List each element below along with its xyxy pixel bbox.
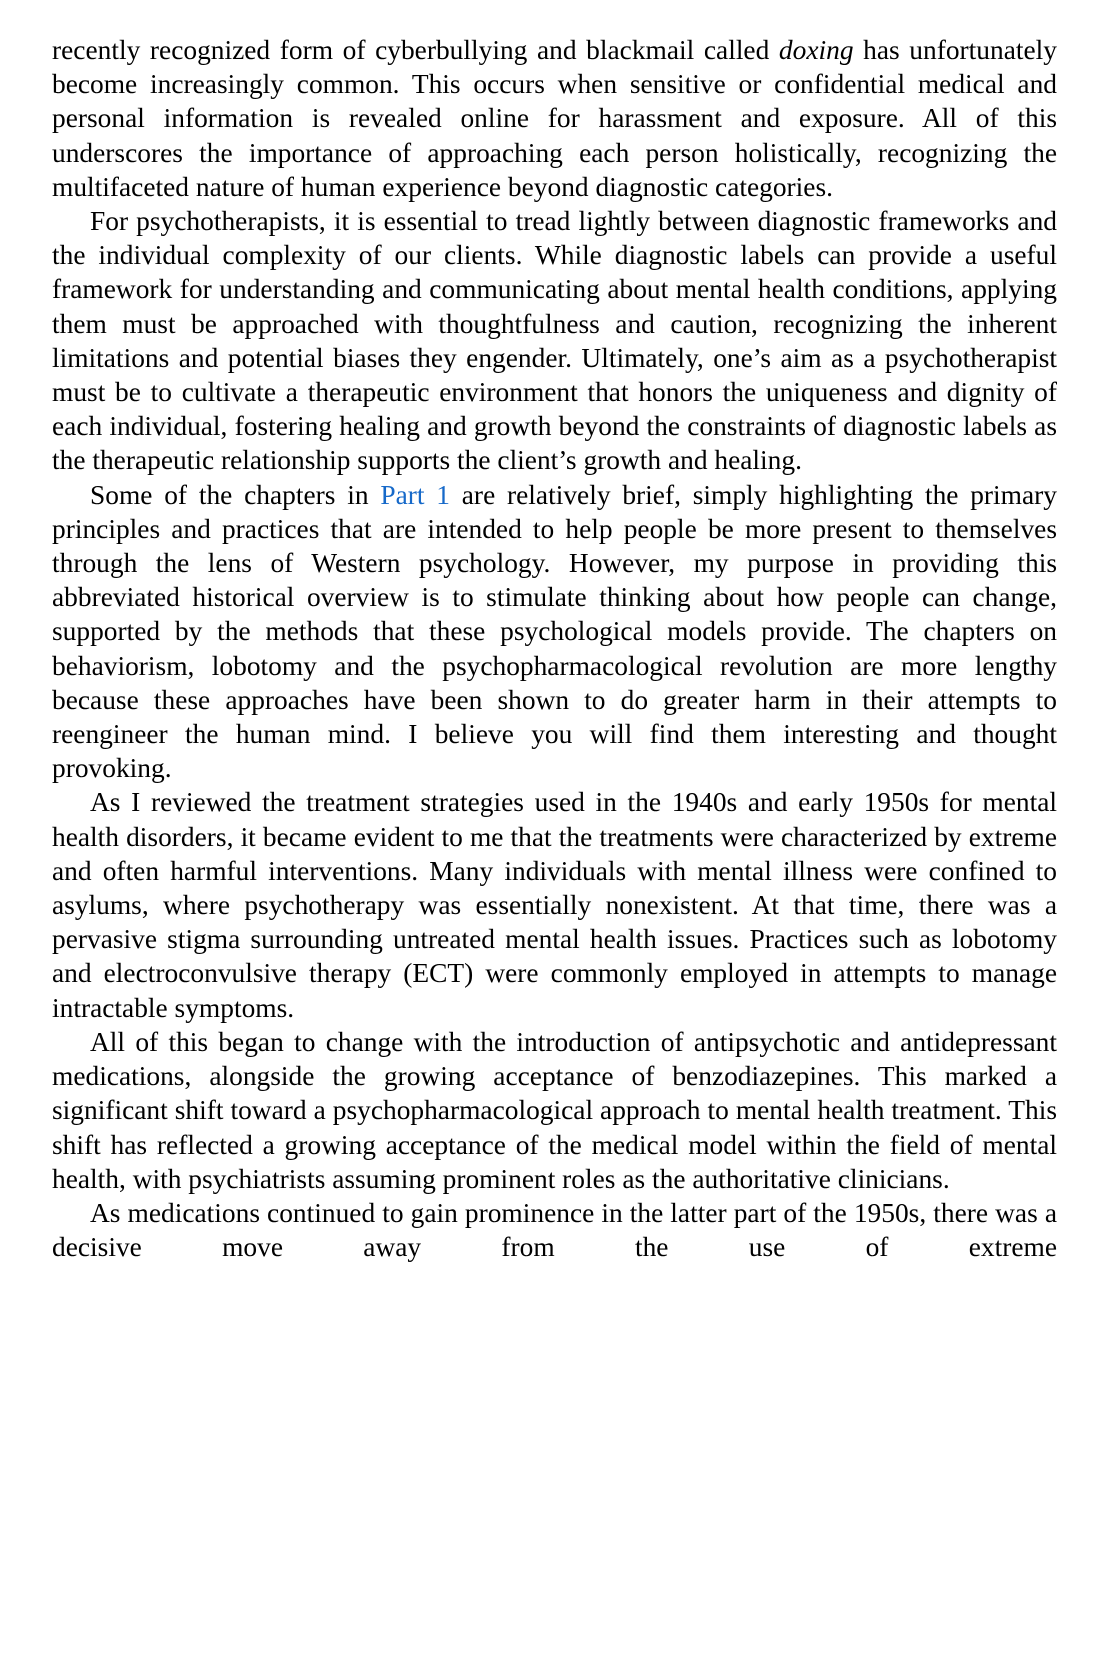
text-run: has unfortunately become increasingly common. This occurs when sensitive or confidential medical and personal information is revealed online for harassment and exposure. All of this underscores the importance of approaching each person holistically, recognizing the multifaceted nature of human experience beyond diagnostic categories. bbox=[52, 35, 1057, 202]
paragraph bbox=[52, 785, 1057, 1024]
text-run: For psychotherapists, it is essential to tread lightly between diagnostic frameworks and the individual complexity of our clients. While diagnostic labels can provide a useful framework for understanding and communicating about mental health conditions, applying them must be approached with thoughtfulness and caution, recognizing the inherent limitations and potential biases they engender. Ultimately, one’s aim as a psychotherapist must be to cultivate a therapeutic environment that honors the uniqueness and dignity of each individual, fostering healing and growth beyond the constraints of diagnostic labels as the therapeutic relationship supports the client’s growth and healing. bbox=[52, 206, 1057, 476]
page-body-text bbox=[52, 33, 1057, 1299]
cross-reference-link[interactable]: Part 1 bbox=[380, 479, 450, 510]
italic-term: doxing bbox=[778, 35, 854, 65]
paragraph bbox=[52, 478, 1057, 786]
text-run: recently recognized form of cyberbullying and blackmail called bbox=[52, 35, 779, 65]
text-run: All of this began to change with the introduction of antipsychotic and antidepressant medications, alongside the growing acceptance of benzodiazepines. This marked a significant shift toward a psychopharmacological approach to mental health treatment. This shift has reflected a growing acceptance of the medical model within the field of mental health, with psychiatrists assuming prominent roles as the authoritative clinicians. bbox=[52, 1026, 1057, 1194]
paragraph bbox=[52, 33, 1057, 204]
text-run: As medications continued to gain prominence in the latter part of the 1950s, there was a decisive move away from the use of extreme bbox=[52, 1197, 1057, 1263]
paragraph bbox=[52, 1196, 1057, 1299]
text-run: As I reviewed the treatment strategies used in the 1940s and early 1950s for mental health disorders, it became evident to me that the treatments were characterized by extreme and often harmful interventions. Many individuals with mental illness were confined to asylums, where psychotherapy was essentially nonexistent. At that time, there was a pervasive stigma surrounding untreated mental health issues. Practices such as lobotomy and electroconvulsive therapy (ECT) were commonly employed in attempts to manage intractable symptoms. bbox=[52, 787, 1057, 1023]
text-run: Some of the chapters in bbox=[90, 479, 381, 510]
text-run: are relatively brief, simply highlighting the primary principles and practices that are intended to help people be more present to themselves through the lens of Western psychology. However, my purpose in providing this abbreviated historical overview is to stimulate thinking about how people can change, supported by the methods that these psychological models provide. The chapters on behaviorism, lobotomy and the psychopharmacological revolution are more lengthy because these approaches have been shown to do greater harm in their attempts to reengineer the human mind. I believe you will find them interesting and thought provoking. bbox=[52, 479, 1057, 784]
paragraph bbox=[52, 1025, 1057, 1196]
paragraph bbox=[52, 204, 1057, 478]
